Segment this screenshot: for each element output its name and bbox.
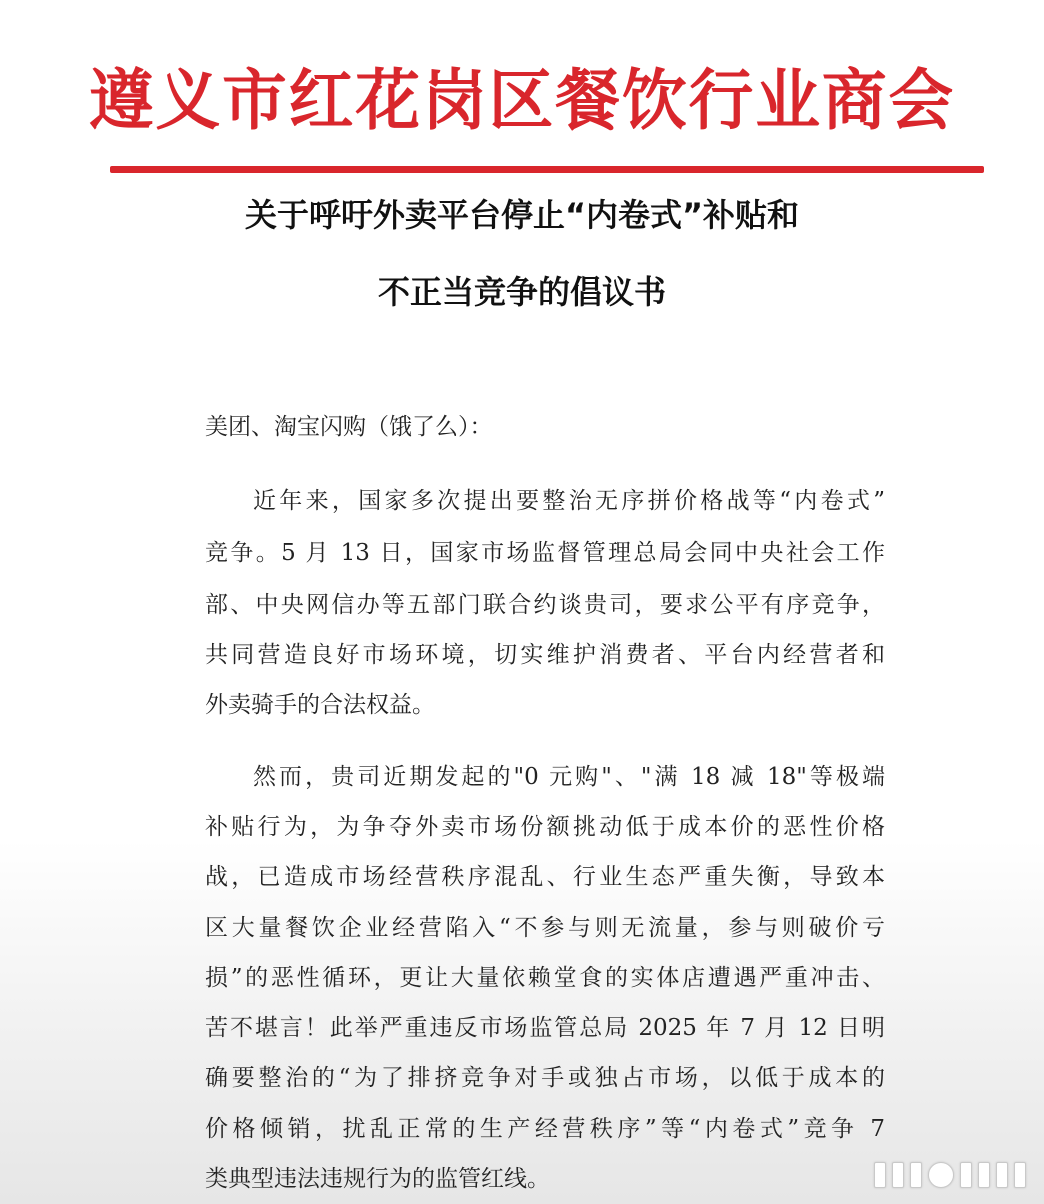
watermark-dot-icon	[928, 1162, 954, 1188]
paragraph-line: 共同营造良好市场环境，切实维护消费者、平台内经营者和	[205, 642, 885, 668]
document-title-line-1: 关于呼吁外卖平台停止“内卷式”补贴和	[244, 196, 800, 234]
watermark-bar-icon	[978, 1162, 990, 1188]
paragraph-line: 部、中央网信办等五部门联合约谈贵司，要求公平有序竞争，	[205, 592, 885, 618]
corner-watermark	[874, 1162, 1026, 1188]
paragraph-line: 外卖骑手的合法权益。	[205, 692, 435, 718]
red-divider-line	[110, 166, 984, 173]
paragraph-line: 区大量餐饮企业经营陷入“不参与则无流量，参与则破价亏	[205, 915, 885, 941]
watermark-bar-icon	[1014, 1162, 1026, 1188]
paragraph-line: 补贴行为，为争夺外卖市场份额挑动低于成本价的恶性价格	[205, 814, 885, 840]
addressee: 美团、淘宝闪购（饿了么）：	[205, 414, 493, 440]
paragraph-line: 价格倾销，扰乱正常的生产经营秩序”等“内卷式”竞争 7	[205, 1116, 885, 1142]
paragraph-line: 确要整治的“为了排挤竞争对手或独占市场，以低于成本的	[205, 1065, 885, 1091]
paragraph-line: 近年来，国家多次提出要整治无序拼价格战等“内卷式”	[253, 488, 885, 514]
paragraph-line: 然而，贵司近期发起的"0 元购"、"满 18 减 18"等极端	[253, 764, 885, 790]
organization-header: 遵义市红花岗区餐饮行业商会	[88, 61, 956, 139]
paragraph-line: 苦不堪言！此举严重违反市场监管总局 2025 年 7 月 12 日明	[205, 1015, 885, 1041]
watermark-bar-icon	[892, 1162, 904, 1188]
watermark-bar-icon	[910, 1162, 922, 1188]
paragraph-line: 竞争。5 月 13 日，国家市场监督管理总局会同中央社会工作	[205, 540, 885, 566]
document-title-line-2: 不正当竞争的倡议书	[377, 273, 666, 311]
watermark-bar-icon	[996, 1162, 1008, 1188]
watermark-bar-icon	[874, 1162, 886, 1188]
paragraph-line: 损”的恶性循环，更让大量依赖堂食的实体店遭遇严重冲击、	[205, 965, 885, 991]
watermark-bar-icon	[960, 1162, 972, 1188]
paragraph-line: 战，已造成市场经营秩序混乱、行业生态严重失衡，导致本	[205, 864, 885, 890]
paragraph-line: 类典型违法违规行为的监管红线。	[205, 1166, 550, 1192]
